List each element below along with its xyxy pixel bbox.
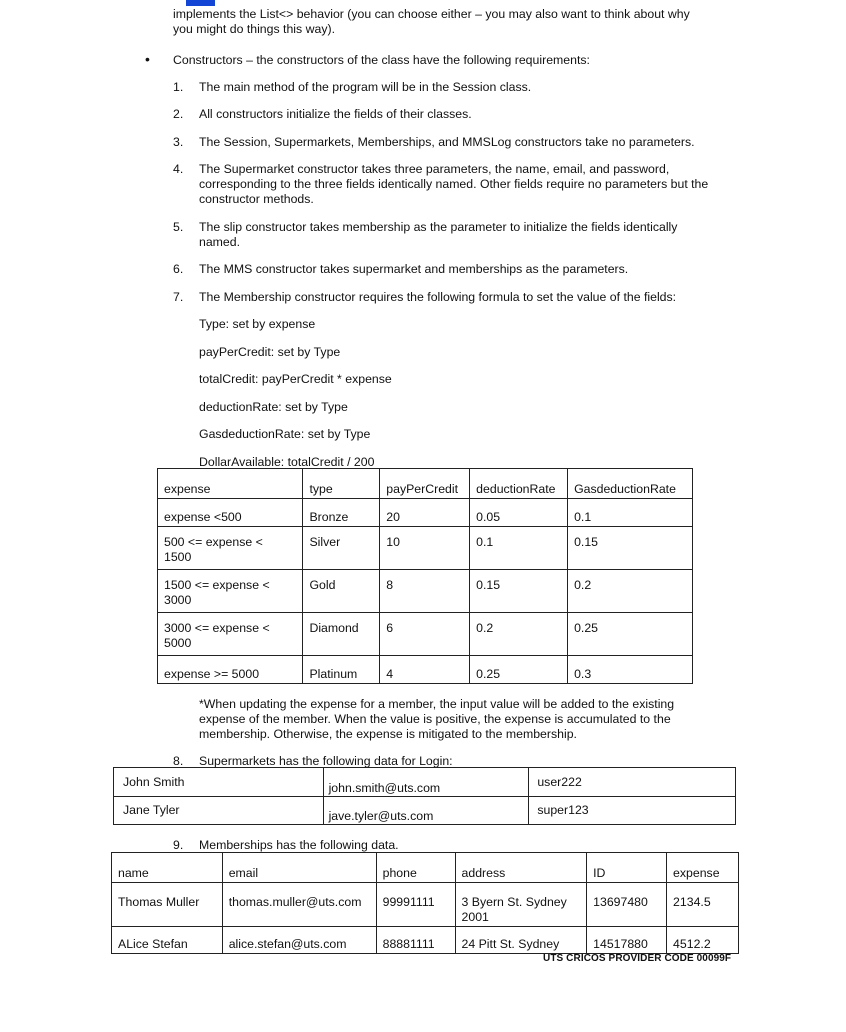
header-cell: phone [376,853,455,883]
table-cell: super123 [529,797,736,825]
table-cell: 24 Pitt St. Sydney [455,927,587,954]
table-cell: 0.15 [568,527,693,570]
table-cell: 3000 <= expense < 5000 [158,613,303,656]
header-cell: ID [587,853,667,883]
table-cell: jave.tyler@uts.com [323,797,529,825]
item-number: 3. [173,135,184,149]
table-cell: expense <500 [158,499,303,527]
table-cell: 3 Byern St. Sydney 2001 [455,883,587,927]
table-cell: thomas.muller@uts.com [222,883,376,927]
bullet-marker: • [145,51,150,67]
table-cell: 8 [380,570,470,613]
formula-line: Type: set by expense [199,317,316,331]
table-cell: 0.25 [470,656,568,684]
table-cell: alice.stefan@uts.com [222,927,376,954]
table-cell: 0.1 [568,499,693,527]
table-cell: 0.05 [470,499,568,527]
table-row [158,527,693,570]
table-cell: 10 [380,527,470,570]
item-number: 5. [173,220,184,234]
table-cell: 0.2 [568,570,693,613]
header-cell: GasdeductionRate [568,469,693,499]
table-cell: Platinum [303,656,380,684]
footer-provider-code: UTS CRICOS PROVIDER CODE 00099F [543,953,732,964]
rate-table [157,468,693,684]
header-cell: expense [667,853,739,883]
item-number: 7. [173,290,184,304]
table-cell: John Smith [114,768,324,797]
table-cell: 0.3 [568,656,693,684]
item-text: The MMS constructor takes supermarket and memberships as the parameters. [199,262,629,276]
intro-line-2: you might do things this way). [173,22,335,36]
table-cell: 20 [380,499,470,527]
item-number: 2. [173,107,184,121]
table-row [158,613,693,656]
login-table [113,767,736,825]
table-cell: 6 [380,613,470,656]
table-cell: 13697480 [587,883,667,927]
table-cell: user222 [529,768,736,797]
formula-line: deductionRate: set by Type [199,400,348,414]
expense-note: *When updating the expense for a member, the input value will be added to the existing expense of the member. When the value is positive, the expense is accumulated to the membership. Otherwise, the expense is mitigated to the membership. [199,697,675,741]
item-text: The Session, Supermarkets, Memberships, and MMSLog constructors take no parameters. [199,135,695,149]
item-text: The slip constructor takes membership as the parameter to initialize the fields identically named. [199,220,678,249]
table-row [158,656,693,684]
table-row [158,570,693,613]
table-cell: 0.2 [470,613,568,656]
table-row [158,499,693,527]
table-header-row [158,469,693,499]
header-cell: name [112,853,223,883]
table-row [112,883,739,927]
header-cell: deductionRate [470,469,568,499]
table-cell: 500 <= expense < 1500 [158,527,303,570]
item-text: The Supermarket constructor takes three parameters, the name, email, and password, corresponding to the three fields identically named. Other fields require no parameters but the constructor methods. [199,162,709,206]
item-text: The main method of the program will be in the Session class. [199,80,532,94]
table-cell: Gold [303,570,380,613]
item-text: All constructors initialize the fields of their classes. [199,107,472,121]
table-cell: ALice Stefan [112,927,223,954]
table-row [114,797,736,825]
table-row [112,927,739,954]
formula-line: totalCredit: payPerCredit * expense [199,372,392,386]
formula-line: payPerCredit: set by Type [199,345,341,359]
table-cell: Silver [303,527,380,570]
item-number: 9. [173,838,184,852]
table-row [114,768,736,797]
table-cell: 88881111 [376,927,455,954]
item-number: 4. [173,162,184,176]
item-text: Memberships has the following data. [199,838,399,852]
header-cell: expense [158,469,303,499]
item-number: 6. [173,262,184,276]
table-cell: Bronze [303,499,380,527]
header-cell: address [455,853,587,883]
table-cell: Thomas Muller [112,883,223,927]
table-cell: 0.15 [470,570,568,613]
table-cell: Diamond [303,613,380,656]
table-cell: 2134.5 [667,883,739,927]
header-cell: payPerCredit [380,469,470,499]
header-cell: email [222,853,376,883]
item-number: 8. [173,754,184,768]
table-cell: 14517880 [587,927,667,954]
table-cell: 4 [380,656,470,684]
table-cell: Jane Tyler [114,797,324,825]
table-header-row [112,853,739,883]
table-cell: 0.1 [470,527,568,570]
formula-line: DollarAvailable: totalCredit / 200 [199,455,375,469]
table-cell: 1500 <= expense < 3000 [158,570,303,613]
header-cell: type [303,469,380,499]
table-cell: john.smith@uts.com [323,768,529,797]
item-text: The Membership constructor requires the following formula to set the value of the fields: [199,290,677,304]
item-number: 1. [173,80,184,94]
page-top-marker [186,0,215,6]
table-cell: 4512.2 [667,927,739,954]
table-cell: expense >= 5000 [158,656,303,684]
table-cell: 0.25 [568,613,693,656]
bullet-text: Constructors – the constructors of the class have the following requirements: [173,53,590,67]
formula-line: GasdeductionRate: set by Type [199,427,371,441]
item-text: Supermarkets has the following data for Login: [199,754,453,768]
table-cell: 99991111 [376,883,455,927]
member-table [111,852,739,954]
intro-line-1: implements the List<> behavior (you can choose either – you may also want to think about why [173,7,690,21]
